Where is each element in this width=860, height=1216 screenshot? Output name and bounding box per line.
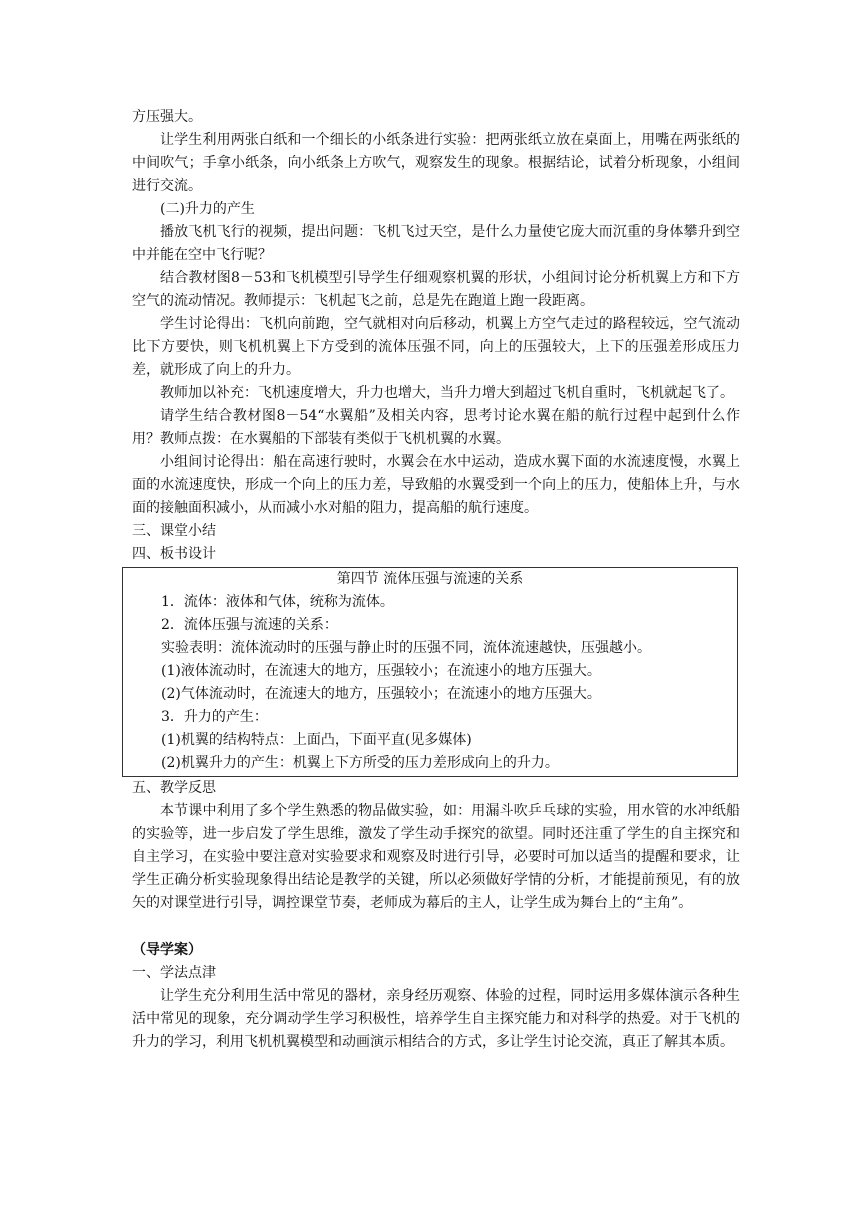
- spacer: [132, 915, 740, 939]
- board-design-box: [122, 567, 738, 777]
- document-page: [132, 0, 740, 1054]
- paragraph-reflection: 本节课中利用了多个学生熟悉的物品做实验，如：用漏斗吹乒乓球的实验，用水管的水冲纸船的实验等，进一步启发了学生思维，激发了学生动手探究的欲望。同时还注重了学生的自主探究和自主学习，在实验中要注意对实验要求和观察及时进行引导，必要时可加以适当的提醒和要求，让学生正确分析实验现象得出结论是教学的关键，所以必须做好学情的分析，才能提前预见，有的放矢的对课堂进行引导，调控课堂节奏，老师成为幕后的主人，让学生成为舞台上的“主角”。: [132, 803, 740, 911]
- section-heading-board: 四、板书设计: [132, 546, 216, 562]
- paragraph-experiment: 让学生利用两张白纸和一个细长的小纸条进行实验：把两张纸立放在桌面上，用嘴在两张纸的中间吹气；手拿小纸条，向小纸条上方吹气，观察发生的现象。根据结论，试着分析现象，小组间进行交流。: [132, 132, 740, 194]
- guide-title: （导学案）: [132, 942, 202, 958]
- paragraph-hydrofoil: 请学生结合教材图8－54“水翼船”及相关内容，思考讨论水翼在船的航行过程中起到什么作用？教师点拨：在水翼船的下部装有类似于飞机机翼的水翼。: [132, 408, 740, 447]
- board-line: 实验表明：流体流动时的压强与静止时的压强不同，流体流速越快，压强越小。: [161, 640, 651, 656]
- board-line: (1)液体流动时，在流速大的地方，压强较小；在流速小的地方压强大。: [161, 663, 601, 679]
- board-line: 1．流体：液体和气体，统称为流体。: [161, 594, 394, 610]
- board-line: (1)机翼的结构特点：上面凸，下面平直(见多媒体): [161, 732, 472, 748]
- board-line: (2)机翼升力的产生：机翼上下方所受的压力差形成向上的升力。: [161, 755, 559, 771]
- board-title: 第四节 流体压强与流速的关系: [336, 571, 524, 587]
- paragraph-teacher-supplement: 教师加以补充：飞机速度增大，升力也增大，当升力增大到超过飞机自重时，飞机就起飞了。: [160, 385, 734, 401]
- paragraph-group-conclusion: 小组间讨论得出：船在高速行驶时，水翼会在水中运动，造成水翼下面的水流速度慢，水翼上面的水流速度快，形成一个向上的压力差，导致船的水翼受到一个向上的压力，使船体上升，与水面的接触面积减小，从而减小水对船的阻力，提高船的航行速度。: [132, 454, 740, 516]
- subheading-lift: (二)升力的产生: [160, 201, 255, 217]
- paragraph-wing-shape: 结合教材图8－53和飞机模型引导学生仔细观察机翼的形状，小组间讨论分析机翼上方和下方空气的流动情况。教师提示：飞机起飞之前，总是先在跑道上跑一段距离。: [132, 270, 740, 309]
- section-heading-reflection: 五、教学反思: [132, 780, 216, 796]
- paragraph-student-discussion: 学生讨论得出：飞机向前跑，空气就相对向后移动，机翼上方空气走过的路程较远，空气流动比下方要快，则飞机机翼上下方受到的流体压强不同，向上的压强较大，上下的压强差形成压力差，就形成了向上的升力。: [132, 316, 740, 378]
- paragraph-continuation: 方压强大。: [132, 109, 202, 125]
- board-line: 2．流体压强与流速的关系：: [161, 617, 338, 633]
- paragraph-video: 播放飞机飞行的视频，提出问题：飞机飞过天空，是什么力量使它庞大而沉重的身体攀升到空中并能在空中飞行呢？: [132, 224, 740, 263]
- board-line: 3．升力的产生：: [161, 709, 268, 725]
- paragraph-guide: 让学生充分利用生活中常见的器材，亲身经历观察、体验的过程，同时运用多媒体演示各种生活中常见的现象，充分调动学生学习积极性，培养学生自主探究能力和对科学的热爱。对于飞机的升力的学习，利用飞机机翼模型和动画演示相结合的方式，多让学生讨论交流，真正了解其本质。: [132, 988, 740, 1050]
- board-line: (2)气体流动时，在流速大的地方，压强较小；在流速小的地方压强大。: [161, 686, 601, 702]
- section-heading-summary: 三、课堂小结: [132, 523, 216, 539]
- guide-section-heading: 一、学法点津: [132, 965, 216, 981]
